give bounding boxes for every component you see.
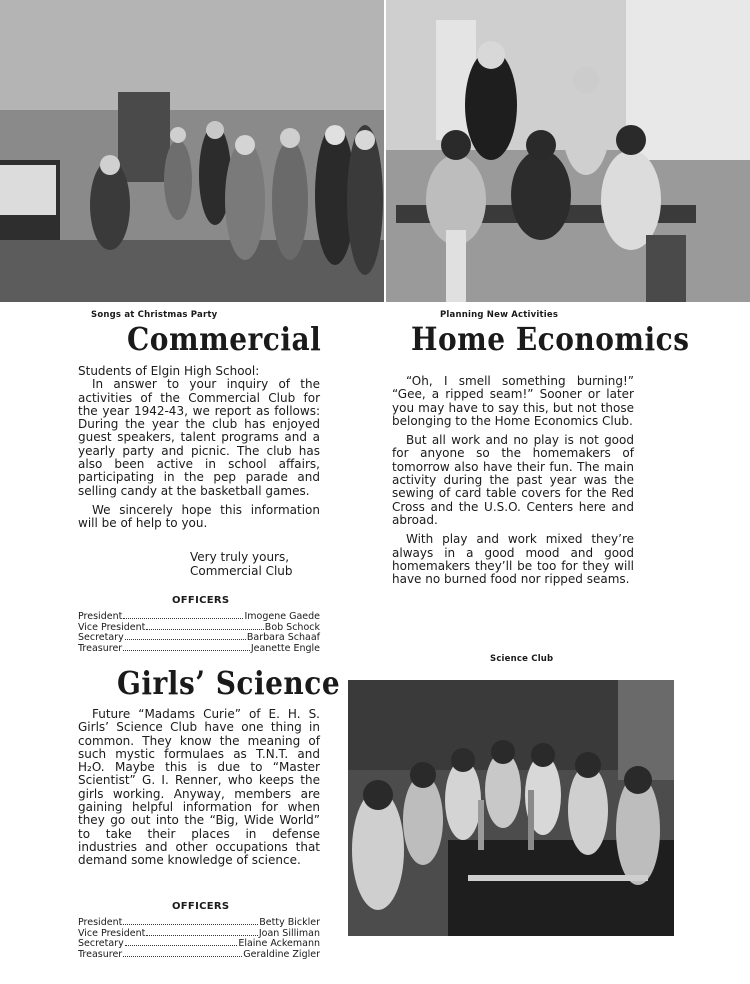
girls-science-officers-heading: OFFICERS <box>172 901 230 912</box>
commercial-officers-list <box>78 612 320 654</box>
officer-name: Geraldine Zigler <box>243 948 320 960</box>
officer-name: Barbara Schaaf <box>246 632 320 644</box>
officer-name: Joan Silliman <box>258 927 320 939</box>
science-club-caption: Science Club <box>490 654 554 664</box>
planning-activities-caption: Planning New Activities <box>440 310 559 320</box>
officer-name: Elaine Ackemann <box>238 938 320 950</box>
officer-name: Jeanette Engle <box>250 642 320 654</box>
officer-name: Imogene Gaede <box>244 611 320 622</box>
officer-name: Betty Bickler <box>259 917 320 928</box>
home-economics-paragraph-1: “Oh, I smell something burning!” “Gee, a ripped seam!” Sooner or later you may have to say this, but not those belonging to the Home Economics Club. <box>392 374 634 428</box>
officer-row <box>78 950 320 961</box>
officer-title: Secretary <box>78 938 124 950</box>
christmas-party-caption: Songs at Christmas Party <box>91 310 218 320</box>
commercial-paragraph-2: We sincerely hope this information will be of help to you. <box>78 502 320 531</box>
commercial-salutation: Students of Elgin High School: <box>78 364 260 378</box>
officer-title: President <box>78 611 123 622</box>
girls-science-officers-list <box>78 918 320 960</box>
officer-row <box>78 918 320 929</box>
commercial-paragraph-1: In answer to your inquiry of the activities of the Commercial Club for the year 1942-43, we report as follows: During the year the club has enjoyed guest speakers, talent programs and a yearly party and picnic. The club has also been active in school affairs, participating in the pep parade and selling candy at the basketball games. <box>78 377 320 498</box>
commercial-heading: Commercial <box>127 320 322 358</box>
officer-title: Secretary <box>78 632 124 644</box>
girls-science-heading: Girls’ Science <box>117 664 341 702</box>
christmas-party-photo <box>0 0 384 302</box>
officer-row <box>78 612 320 623</box>
officer-title: Vice President <box>78 927 146 939</box>
girls-science-text <box>78 708 320 874</box>
commercial-signoff <box>190 550 293 578</box>
home-economics-paragraph-2: But all work and no play is not good for anyone so the homemakers of tomorrow also have their fun. The main activity during the past year was the sewing of card table covers for the Red Cross and the U.S.O. Centers here and abroad. <box>392 433 634 527</box>
home-economics-paragraph-3: With play and work mixed they’re always in a good mood and good homemakers they’ll be too for they will have no burned food nor ripped seams. <box>392 532 634 587</box>
commercial-letter <box>78 365 320 537</box>
officer-title: President <box>78 917 123 928</box>
commercial-signature: Commercial Club <box>190 564 293 578</box>
officer-title: Treasurer <box>78 642 123 654</box>
commercial-closing: Very truly yours, <box>190 550 290 564</box>
commercial-officers-heading: OFFICERS <box>172 595 230 606</box>
home-economics-text <box>392 375 634 592</box>
officer-name: Bob Schock <box>264 621 320 633</box>
science-club-photo <box>348 680 674 936</box>
girls-science-paragraph-1: Future “Madams Curie” of E. H. S. Girls’ Science Club have one thing in common. They know the meaning of such mystic formulaes as T.N.T. and H₂O. Maybe this is due to “Master Scientist” G. I. Renner, who keeps the girls working. Anyway, members are gaining helpful information for when they go out into the “Big, Wide World” to take their places in defense industries and other occupations that demand some knowledge of science. <box>78 707 320 868</box>
home-economics-heading: Home Economics <box>411 320 690 358</box>
officer-title: Treasurer <box>78 948 123 960</box>
officer-title: Vice President <box>78 621 146 633</box>
planning-activities-photo <box>386 0 750 302</box>
officer-row <box>78 644 320 655</box>
